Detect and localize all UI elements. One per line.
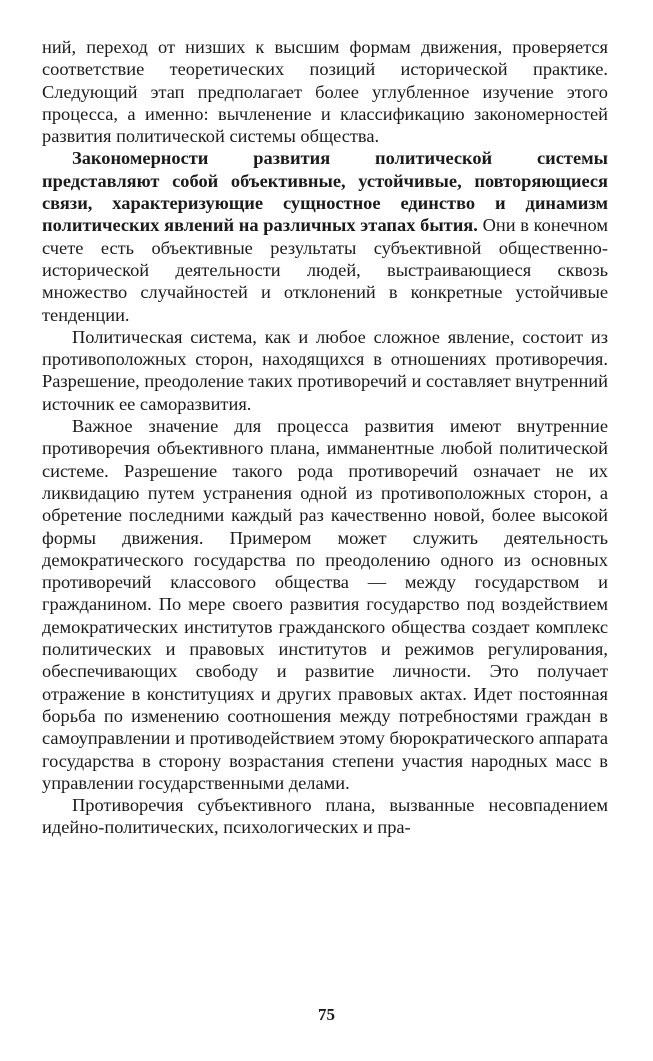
- paragraph-5-text: Противоречия субъективного плана, вызванные несовпадением идейно-политических, психологических и пра-: [42, 795, 608, 838]
- paragraph-5: [42, 794, 608, 839]
- paragraph-3-text: Политическая система, как и любое сложное явление, состоит из противоположных сторон, находящихся в отношениях противоречия. Разрешение, преодоление таких противоречий и составляет внутренний источник ее саморазвития.: [42, 326, 608, 414]
- paragraph-1: [42, 36, 608, 147]
- paragraph-1-text: ний, переход от низших к высшим формам движения, проверяется соответствие теоретических позиций исторической практике. Следующий этап предполагает более углубленное изучение этого процесса, а именно: вычленение и классификацию закономерностей развития политической системы общества.: [42, 37, 608, 147]
- paragraph-4: [42, 415, 608, 794]
- page-number: 75: [318, 1005, 335, 1024]
- paragraph-2-text: Они в конечном счете есть объективные результаты субъективной общественно-исторической деятельности людей, выстраивающиеся сквозь множество случайностей и отклонений в конкретные устойчивые тенденции.: [42, 215, 608, 325]
- paragraph-4-text: Важное значение для процесса развития имеют внутренние противоречия объективного плана, имманентные любой политической системе. Разрешение такого рода противоречий означает не их ликвидацию путем устранения одной из противоположных сторон, а обретение последними каждый раз качественно новой, более высокой формы движения. Примером может служить деятельность демократического государства по преодолению одного из основных противоречий классового общества — между государством и гражданином. По мере своего развития государство под воздействием демократических институтов гражданского общества создает комплекс политических и правовых институтов и режимов регулирования, обеспечивающих свободу и развитие личности. Это получает отражение в конституциях и других правовых актах. Идет постоянная борьба по изменению соотношения между потребностями граждан в самоуправлении и противодействием этому бюрократического аппарата государства в сторону возрастания степени участия народных масс в управлении государственными делами.: [42, 416, 608, 793]
- page-body: [42, 36, 608, 839]
- paragraph-2-bold-definition: Закономерности развития политической системы представляют собой объективные, устойчивые, повторяющиеся связи, характеризующие сущностное единство и динамизм политических явлений на различных этапах бытия.: [42, 148, 608, 236]
- paragraph-2: [42, 147, 608, 325]
- paragraph-3: [42, 326, 608, 415]
